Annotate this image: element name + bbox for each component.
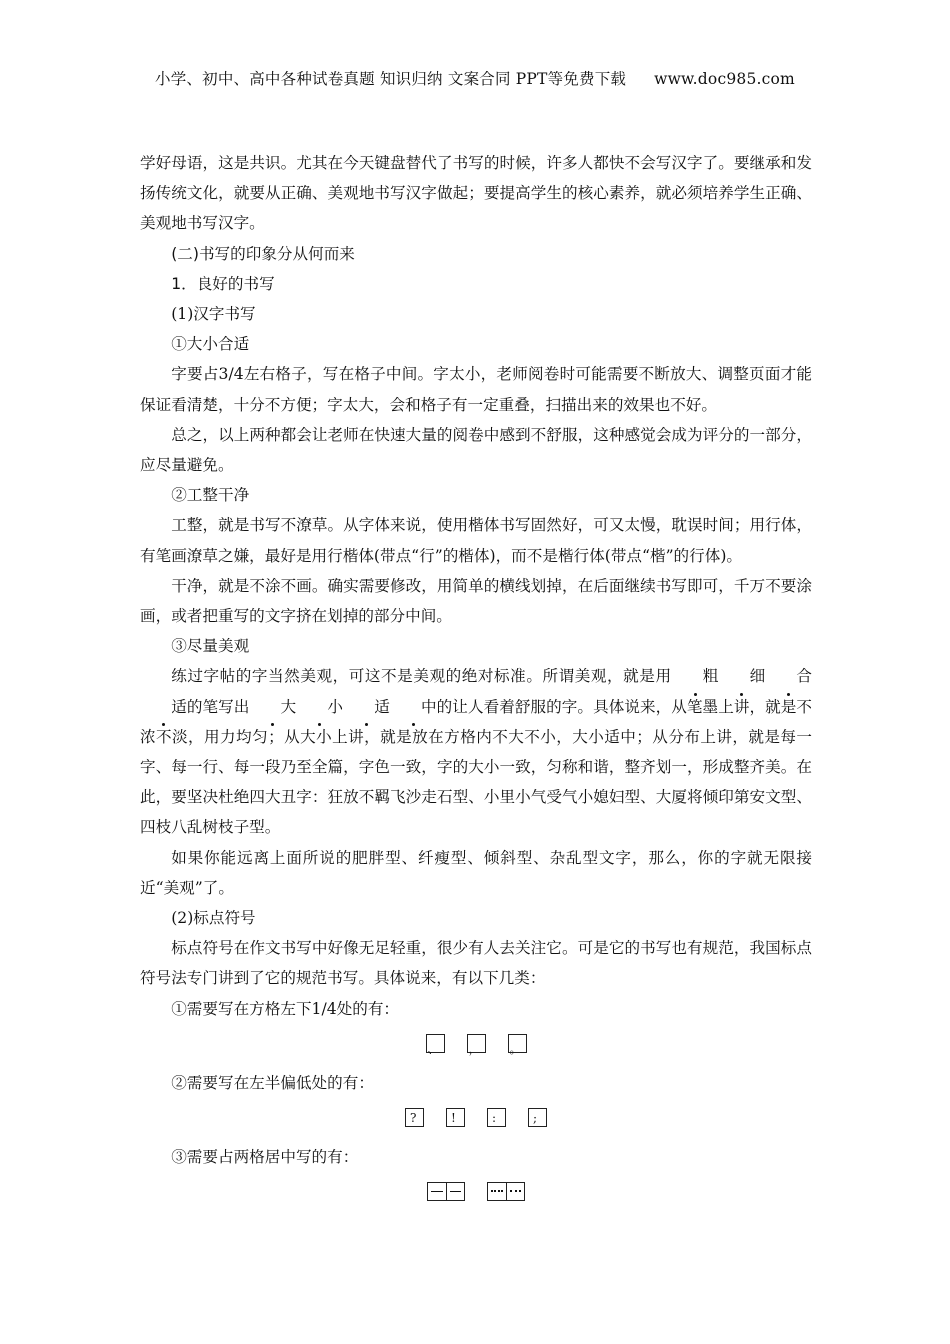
rule-two-cells: ③需要占两格居中写的有：	[171, 1148, 359, 1167]
punctuation-boxes-lower-left	[140, 1034, 812, 1054]
ellipsis-cell	[488, 1183, 506, 1200]
punctuation-box	[508, 1034, 527, 1056]
document-body	[140, 148, 812, 1216]
punctuation-mark: 、	[427, 1041, 440, 1056]
punctuation-mark: :	[492, 1111, 497, 1126]
punctuation-mark: ，	[468, 1041, 481, 1056]
header-url: www.doc985.com	[654, 70, 795, 88]
paragraph: 字要占3/4左右格子，写在格子中间。字太小，老师阅卷时可能需要不断放大、调整页面才能保证看清楚，十分不方便；字太大，会和格子有一定重叠，扫描出来的效果也不好。	[140, 365, 812, 414]
emphasis-char: 中	[390, 692, 437, 722]
paragraph: 干净，就是不涂不画。确实需要修改，用简单的横线划掉，在后面继续书写即可，千万不要涂画，或者把重写的文字挤在划掉的部分中间。	[140, 576, 812, 626]
ellipsis-box	[487, 1182, 525, 1201]
emphasis-char: 大	[249, 692, 296, 722]
point-title-beautiful: ③尽量美观	[171, 637, 250, 656]
punctuation-mark: ?	[410, 1111, 417, 1126]
punctuation-mark: 。	[509, 1041, 522, 1056]
punctuation-box	[426, 1034, 445, 1056]
point-title-neat: ②工整干净	[171, 486, 250, 505]
rule-lower-left: ①需要写在方格左下1/4处的有：	[171, 999, 400, 1018]
paragraph: 总之，以上两种都会让老师在快速大量的阅卷中感到不舒服，这种感觉会成为评分的一部分，应尽量避免。	[140, 425, 812, 475]
ellipsis-cell	[506, 1183, 525, 1200]
paragraph: 工整，就是书写不潦草。从字体来说，使用楷体书写固然好，可又太慢，耽误时间；用行体，有笔画潦草之嫌，最好是用行楷体(带点“行”的楷体)，而不是楷行体(带点“楷”的行体)。	[140, 516, 812, 565]
rule-left-half: ②需要写在左半偏低处的有：	[171, 1073, 374, 1092]
dash-cell	[446, 1183, 465, 1200]
emphasis-char: 适	[343, 692, 390, 722]
emphasis-dotted-text	[249, 698, 436, 716]
paragraph: 标点符号在作文书写中好像无足轻重，很少有人去关注它。可是它的书写也有规范，我国标点符号法专门讲到了它的规范书写。具体说来，有以下几类：	[140, 939, 812, 988]
text-span: 练过字帖的字当然美观，可这不是美观的绝对标准。所谓美观，就是用	[171, 667, 672, 686]
text-span: 的让人看着舒服的字。具体说来，从笔墨上讲，就是不浓不淡，用力均匀；从大小上讲，就是放在方格内不大不小，大小适中；从分布上讲，就是每一字、每一行、每一段乃至全篇，字色一致，字的大小一致，匀称和谐，整齐划一，形成整齐美。在此，要坚决杜绝四大丑字：狂放不羁飞沙走石型、小里小气受气小媳妇型、大厦将倾印第安文型、四枝八乱树枝子型。	[140, 697, 812, 837]
punctuation-box	[528, 1108, 547, 1127]
emphasis-char: 适	[140, 692, 187, 722]
intro-paragraph: 学好母语，这是共识。尤其在今天键盘替代了书写的时候，许多人都快不会写汉字了。要继承和发扬传统文化，就要从正确、美观地书写汉字做起；要提高学生的核心素养，就必须培养学生正确、美观地书写汉字。	[140, 154, 812, 233]
paragraph-beauty	[140, 661, 812, 842]
punctuation-mark: !	[451, 1111, 456, 1126]
emphasis-char: 粗	[672, 661, 719, 691]
paragraph: 如果你能远离上面所说的肥胖型、纤瘦型、倾斜型、杂乱型文字，那么，你的字就无限接近“美观”了。	[140, 848, 812, 897]
dash-box	[427, 1182, 465, 1201]
section-title: (二)书写的印象分从何而来	[171, 244, 355, 263]
point-title-size: ①大小合适	[171, 335, 250, 354]
punctuation-box	[446, 1108, 465, 1127]
item-title-chinese-writing: (1)汉字书写	[171, 305, 256, 324]
emphasis-char: 小	[296, 692, 343, 722]
punctuation-mark: ;	[533, 1111, 538, 1126]
dash-cell	[428, 1183, 446, 1200]
punctuation-box	[467, 1034, 486, 1056]
text-span: 的笔写出	[186, 697, 250, 716]
punctuation-box	[487, 1108, 506, 1127]
page-header	[0, 67, 950, 89]
emphasis-char: 细	[718, 661, 765, 691]
punctuation-boxes-left-half	[140, 1108, 812, 1128]
subsection-title: 1．良好的书写	[171, 274, 275, 293]
header-text: 小学、初中、高中各种试卷真题 知识归纳 文案合同 PPT等免费下载	[155, 70, 627, 88]
item-title-punctuation: (2)标点符号	[171, 909, 256, 928]
punctuation-boxes-two-cells	[140, 1182, 812, 1202]
emphasis-char: 合	[765, 661, 812, 691]
punctuation-box	[405, 1108, 424, 1127]
